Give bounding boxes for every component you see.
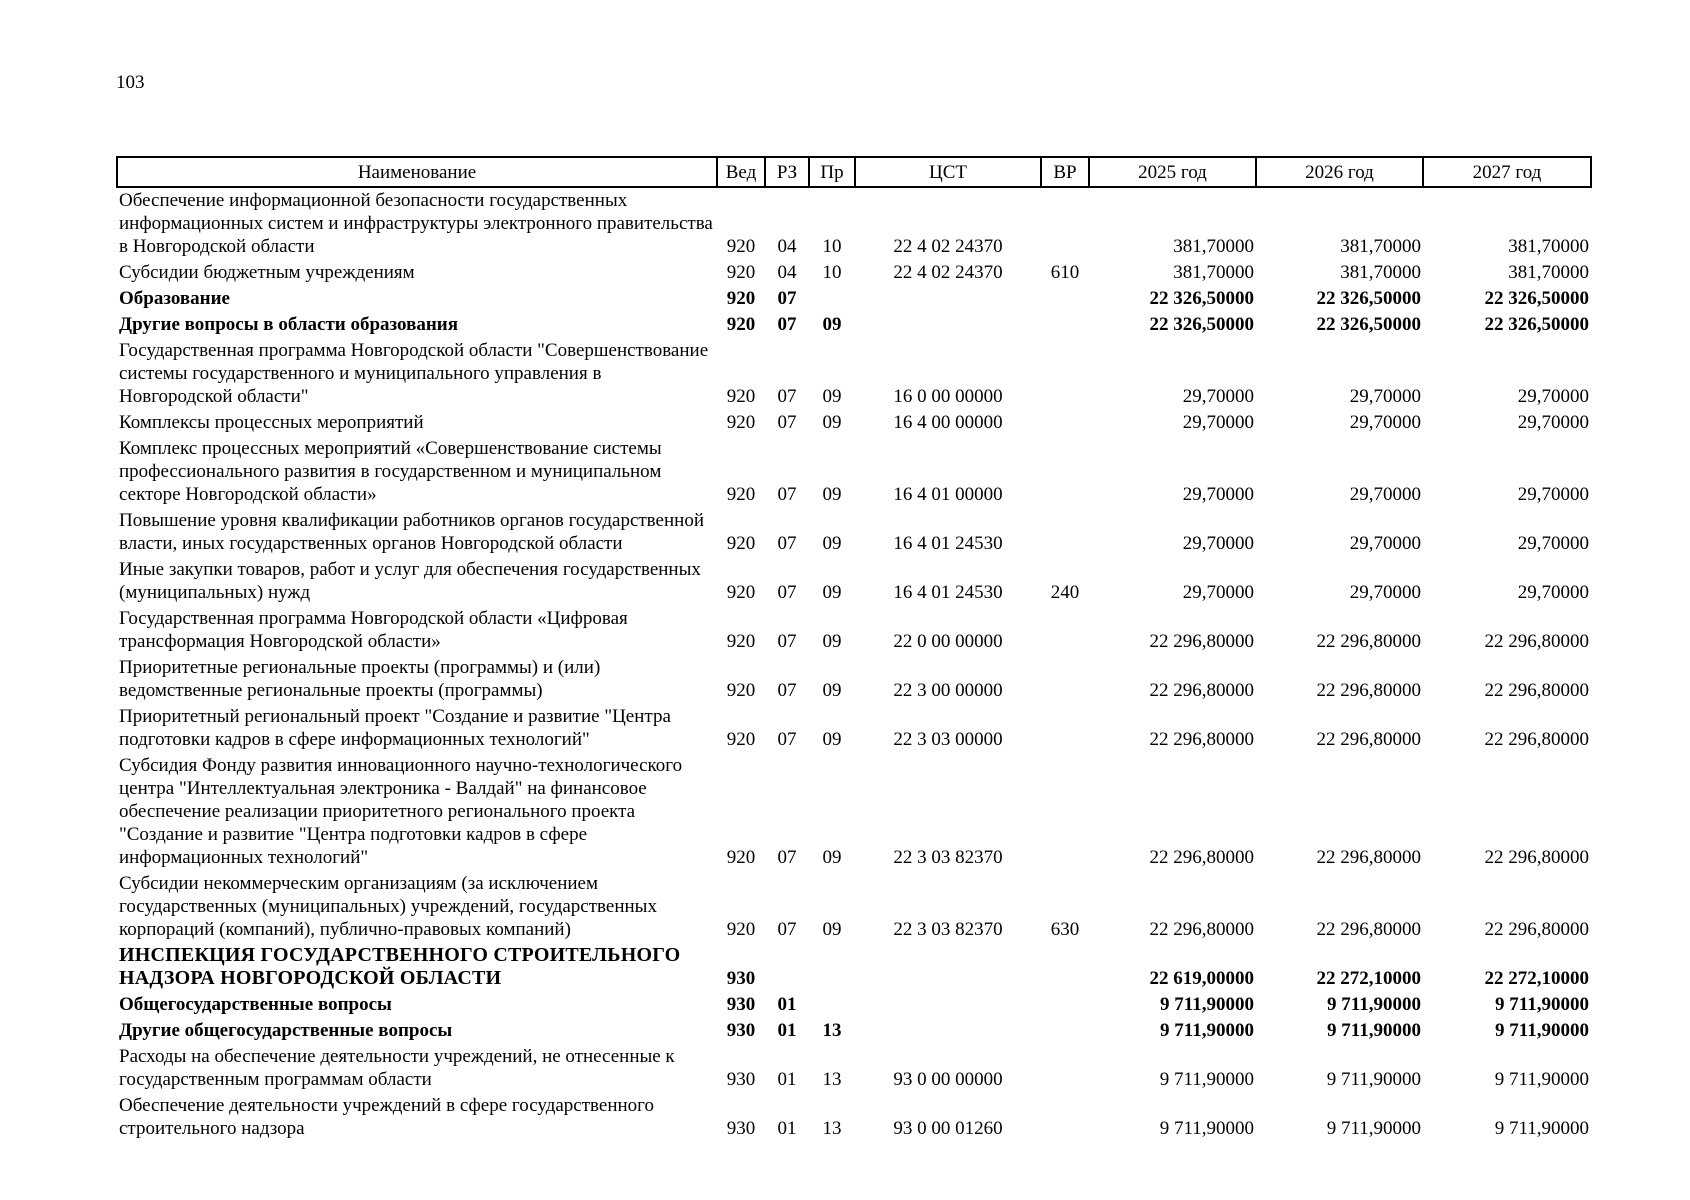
cell-2026: 29,70000 (1349, 484, 1421, 505)
table-header-row (117, 157, 1591, 187)
table-row (117, 508, 1591, 557)
cell-pr: 13 (822, 1020, 842, 1041)
cell-ved: 920 (726, 847, 756, 868)
cell-2025: 9 711,90000 (1159, 1069, 1254, 1090)
cell-2026: 22 296,80000 (1316, 847, 1421, 868)
cell-cst (855, 286, 1041, 312)
cell-cst (855, 943, 1041, 992)
table-row (117, 1044, 1591, 1093)
cell-2025: 22 326,50000 (1149, 288, 1254, 309)
cell-ved: 930 (726, 994, 756, 1015)
cell-vr (1041, 436, 1089, 508)
cell-2026: 9 711,90000 (1326, 1069, 1421, 1090)
cell-2025: 22 296,80000 (1149, 729, 1254, 750)
cell-ved: 920 (726, 262, 756, 283)
cell-rz: 07 (777, 680, 797, 701)
cell-name: Другие вопросы в области образования (119, 314, 459, 335)
cell-pr: 09 (822, 533, 842, 554)
table-row (117, 992, 1591, 1018)
cell-2026: 29,70000 (1349, 412, 1421, 433)
cell-name: Комплексы процессных мероприятий (119, 412, 424, 433)
cell-pr: 09 (822, 314, 842, 335)
cell-vr: 630 (1050, 919, 1080, 940)
cell-2026: 22 326,50000 (1316, 314, 1421, 335)
cell-ved: 920 (726, 484, 756, 505)
table-row (117, 704, 1591, 753)
cell-ved: 920 (726, 533, 756, 554)
cell-2027: 22 296,80000 (1484, 847, 1589, 868)
cell-2025: 22 296,80000 (1149, 680, 1254, 701)
cell-rz: 07 (777, 314, 797, 335)
cell-2027: 9 711,90000 (1495, 1020, 1589, 1041)
cell-2025: 29,70000 (1182, 412, 1254, 433)
cell-vr (1041, 992, 1089, 1018)
cell-ved: 930 (726, 1020, 756, 1041)
cell-2027: 22 272,10000 (1484, 968, 1589, 989)
col-header-name: Наименование (117, 157, 717, 187)
cell-rz (765, 943, 809, 992)
cell-cst: 16 4 00 00000 (893, 412, 1003, 433)
cell-2026: 9 711,90000 (1326, 1118, 1421, 1139)
table-row (117, 943, 1591, 992)
cell-vr: 240 (1050, 582, 1080, 603)
cell-name: Государственная программа Новгородской области «Цифровая трансформация Новгородской области» (119, 608, 628, 652)
cell-cst: 22 4 02 24370 (893, 236, 1003, 257)
cell-name: Иные закупки товаров, работ и услуг для обеспечения государственных (муниципальных) нужд (119, 559, 701, 603)
cell-2027: 29,70000 (1517, 484, 1589, 505)
col-header-2026: 2026 год (1256, 157, 1423, 187)
cell-rz: 01 (777, 1020, 797, 1041)
cell-ved: 920 (726, 314, 756, 335)
col-header-pr: Пр (809, 157, 855, 187)
cell-2026: 381,70000 (1340, 262, 1421, 283)
cell-ved: 920 (726, 631, 756, 652)
table-row (117, 312, 1591, 338)
col-header-cst: ЦСТ (855, 157, 1041, 187)
cell-cst: 22 3 03 00000 (893, 729, 1003, 750)
cell-ved: 920 (726, 386, 756, 407)
cell-name: Расходы на обеспечение деятельности учреждений, не отнесенные к государственным программам области (119, 1046, 675, 1090)
cell-2027: 22 296,80000 (1484, 631, 1589, 652)
cell-ved: 920 (726, 919, 756, 940)
cell-vr (1041, 312, 1089, 338)
cell-vr (1041, 508, 1089, 557)
cell-name: Обеспечение деятельности учреждений в сфере государственного строительного надзора (119, 1095, 654, 1139)
cell-vr (1041, 704, 1089, 753)
cell-name: Приоритетный региональный проект "Создание и развитие "Центра подготовки кадров в сфере информационных технологий" (119, 706, 671, 750)
cell-name: Субсидии некоммерческим организациям (за исключением государственных (муниципальных) учреждений, государственных корпораций (компаний), публично-правовых компаний) (119, 873, 657, 940)
cell-2027: 29,70000 (1517, 412, 1589, 433)
cell-2027: 9 711,90000 (1495, 994, 1589, 1015)
cell-rz: 07 (777, 582, 797, 603)
cell-name: Приоритетные региональные проекты (программы) и (или) ведомственные региональные проекты (программы) (119, 657, 601, 701)
cell-2027: 29,70000 (1517, 582, 1589, 603)
cell-vr (1041, 753, 1089, 871)
table-body (117, 187, 1591, 1142)
table-row (117, 260, 1591, 286)
table-row (117, 753, 1591, 871)
cell-vr: 610 (1050, 262, 1080, 283)
cell-rz: 07 (777, 412, 797, 433)
cell-2026: 381,70000 (1340, 236, 1421, 257)
cell-name: Обеспечение информационной безопасности государственных информационных систем и инфраструктуры электронного правительства в Новгородской области (119, 190, 713, 257)
cell-rz: 01 (777, 1118, 797, 1139)
cell-2026: 22 296,80000 (1316, 919, 1421, 940)
cell-name: Общегосударственные вопросы (119, 994, 392, 1015)
cell-2025: 22 296,80000 (1149, 847, 1254, 868)
cell-ved: 920 (726, 582, 756, 603)
cell-vr (1041, 943, 1089, 992)
cell-2026: 22 296,80000 (1316, 631, 1421, 652)
cell-pr: 13 (822, 1069, 842, 1090)
cell-2025: 22 296,80000 (1149, 919, 1254, 940)
cell-ved: 930 (726, 1069, 756, 1090)
cell-cst: 93 0 00 00000 (893, 1069, 1003, 1090)
cell-rz: 01 (777, 994, 797, 1015)
cell-2025: 22 326,50000 (1149, 314, 1254, 335)
cell-name: Субсидия Фонду развития инновационного научно-технологического центра "Интеллектуальная электроника - Валдай" на финансовое обеспечение реализации приоритетного регионального проекта "Создание и развитие "Центра подготовки кадров в сфере информационных технологий" (119, 755, 683, 868)
table-row (117, 1018, 1591, 1044)
table-row (117, 655, 1591, 704)
table-row (117, 436, 1591, 508)
page-number: 103 (116, 72, 145, 93)
cell-ved: 930 (726, 1118, 756, 1139)
cell-pr: 09 (822, 631, 842, 652)
cell-rz: 07 (777, 847, 797, 868)
cell-2026: 29,70000 (1349, 533, 1421, 554)
cell-rz: 07 (777, 919, 797, 940)
cell-2025: 29,70000 (1182, 386, 1254, 407)
cell-vr (1041, 1093, 1089, 1142)
cell-rz: 07 (777, 386, 797, 407)
cell-rz: 01 (777, 1069, 797, 1090)
cell-name: Повышение уровня квалификации работников органов государственной власти, иных государственных органов Новгородской области (119, 510, 704, 554)
cell-cst: 22 3 03 82370 (893, 847, 1003, 868)
cell-name: Другие общегосударственные вопросы (119, 1020, 453, 1041)
cell-cst: 16 4 01 24530 (893, 533, 1003, 554)
cell-rz: 07 (777, 631, 797, 652)
cell-2025: 9 711,90000 (1160, 994, 1254, 1015)
col-header-2027: 2027 год (1423, 157, 1591, 187)
cell-cst (855, 1018, 1041, 1044)
col-header-2025: 2025 год (1089, 157, 1256, 187)
cell-2025: 381,70000 (1173, 262, 1254, 283)
cell-2025: 22 296,80000 (1149, 631, 1254, 652)
cell-ved: 920 (726, 236, 756, 257)
cell-2027: 9 711,90000 (1494, 1069, 1589, 1090)
table-row (117, 557, 1591, 606)
table-row (117, 606, 1591, 655)
cell-pr: 09 (822, 484, 842, 505)
cell-2027: 381,70000 (1508, 262, 1589, 283)
cell-2027: 381,70000 (1508, 236, 1589, 257)
cell-cst: 22 3 03 82370 (893, 919, 1003, 940)
table-row (117, 1093, 1591, 1142)
cell-pr: 09 (822, 386, 842, 407)
cell-2027: 29,70000 (1517, 533, 1589, 554)
table-row (117, 410, 1591, 436)
cell-cst: 16 0 00 00000 (893, 386, 1003, 407)
col-header-vr: ВР (1041, 157, 1089, 187)
cell-ved: 920 (726, 412, 756, 433)
cell-ved: 930 (726, 968, 756, 989)
table-row (117, 338, 1591, 410)
cell-name: Комплекс процессных мероприятий «Совершенствование системы профессионального развития в государственном и муниципальном секторе Новгородской области» (119, 438, 662, 505)
col-header-rz: РЗ (765, 157, 809, 187)
cell-name: Образование (119, 288, 230, 309)
cell-pr: 09 (822, 582, 842, 603)
cell-2026: 29,70000 (1349, 582, 1421, 603)
cell-2026: 29,70000 (1349, 386, 1421, 407)
table-row (117, 187, 1591, 260)
cell-pr: 09 (822, 729, 842, 750)
cell-2025: 29,70000 (1182, 484, 1254, 505)
cell-cst: 16 4 01 00000 (893, 484, 1003, 505)
cell-2025: 29,70000 (1182, 582, 1254, 603)
cell-pr: 13 (822, 1118, 842, 1139)
cell-pr: 09 (822, 680, 842, 701)
cell-2027: 22 296,80000 (1484, 919, 1589, 940)
cell-pr: 10 (822, 236, 842, 257)
cell-cst: 22 3 00 00000 (893, 680, 1003, 701)
cell-rz: 07 (777, 288, 797, 309)
cell-vr (1041, 655, 1089, 704)
cell-cst (855, 992, 1041, 1018)
cell-2025: 9 711,90000 (1160, 1020, 1254, 1041)
cell-2027: 9 711,90000 (1494, 1118, 1589, 1139)
cell-pr: 09 (822, 847, 842, 868)
cell-vr (1041, 1044, 1089, 1093)
cell-2027: 29,70000 (1517, 386, 1589, 407)
cell-vr (1041, 286, 1089, 312)
cell-cst: 93 0 00 01260 (893, 1118, 1003, 1139)
cell-vr (1041, 1018, 1089, 1044)
cell-vr (1041, 606, 1089, 655)
cell-2027: 22 326,50000 (1484, 288, 1589, 309)
cell-2025: 381,70000 (1173, 236, 1254, 257)
cell-cst (855, 312, 1041, 338)
cell-2027: 22 326,50000 (1484, 314, 1589, 335)
budget-table (116, 156, 1592, 1142)
cell-rz: 07 (777, 484, 797, 505)
cell-2026: 22 296,80000 (1316, 729, 1421, 750)
table-row (117, 871, 1591, 943)
cell-rz: 07 (777, 533, 797, 554)
cell-2026: 22 326,50000 (1316, 288, 1421, 309)
cell-rz: 04 (777, 236, 797, 257)
cell-2026: 9 711,90000 (1327, 1020, 1421, 1041)
cell-vr (1041, 187, 1089, 260)
cell-ved: 920 (726, 680, 756, 701)
cell-pr (809, 992, 855, 1018)
col-header-ved: Вед (717, 157, 765, 187)
cell-2027: 22 296,80000 (1484, 680, 1589, 701)
cell-2026: 22 272,10000 (1316, 968, 1421, 989)
cell-pr (809, 286, 855, 312)
cell-vr (1041, 338, 1089, 410)
cell-name: ИНСПЕКЦИЯ ГОСУДАРСТВЕННОГО СТРОИТЕЛЬНОГО НАДЗОРА НОВГОРОДСКОЙ ОБЛАСТИ (119, 944, 681, 989)
cell-pr (809, 943, 855, 992)
cell-2026: 9 711,90000 (1327, 994, 1421, 1015)
cell-rz: 04 (777, 262, 797, 283)
cell-name: Государственная программа Новгородской области "Совершенствование системы государственного и муниципального управления в Новгородской области" (119, 340, 709, 407)
cell-vr (1041, 410, 1089, 436)
cell-ved: 920 (726, 729, 756, 750)
cell-2025: 22 619,00000 (1149, 968, 1254, 989)
cell-cst: 22 0 00 00000 (893, 631, 1003, 652)
cell-name: Субсидии бюджетным учреждениям (119, 262, 415, 283)
cell-pr: 09 (822, 412, 842, 433)
cell-2026: 22 296,80000 (1316, 680, 1421, 701)
cell-2027: 22 296,80000 (1484, 729, 1589, 750)
cell-pr: 10 (822, 262, 842, 283)
cell-cst: 16 4 01 24530 (893, 582, 1003, 603)
cell-2025: 9 711,90000 (1159, 1118, 1254, 1139)
cell-pr: 09 (822, 919, 842, 940)
cell-cst: 22 4 02 24370 (893, 262, 1003, 283)
table-row (117, 286, 1591, 312)
cell-2025: 29,70000 (1182, 533, 1254, 554)
cell-ved: 920 (726, 288, 756, 309)
cell-rz: 07 (777, 729, 797, 750)
